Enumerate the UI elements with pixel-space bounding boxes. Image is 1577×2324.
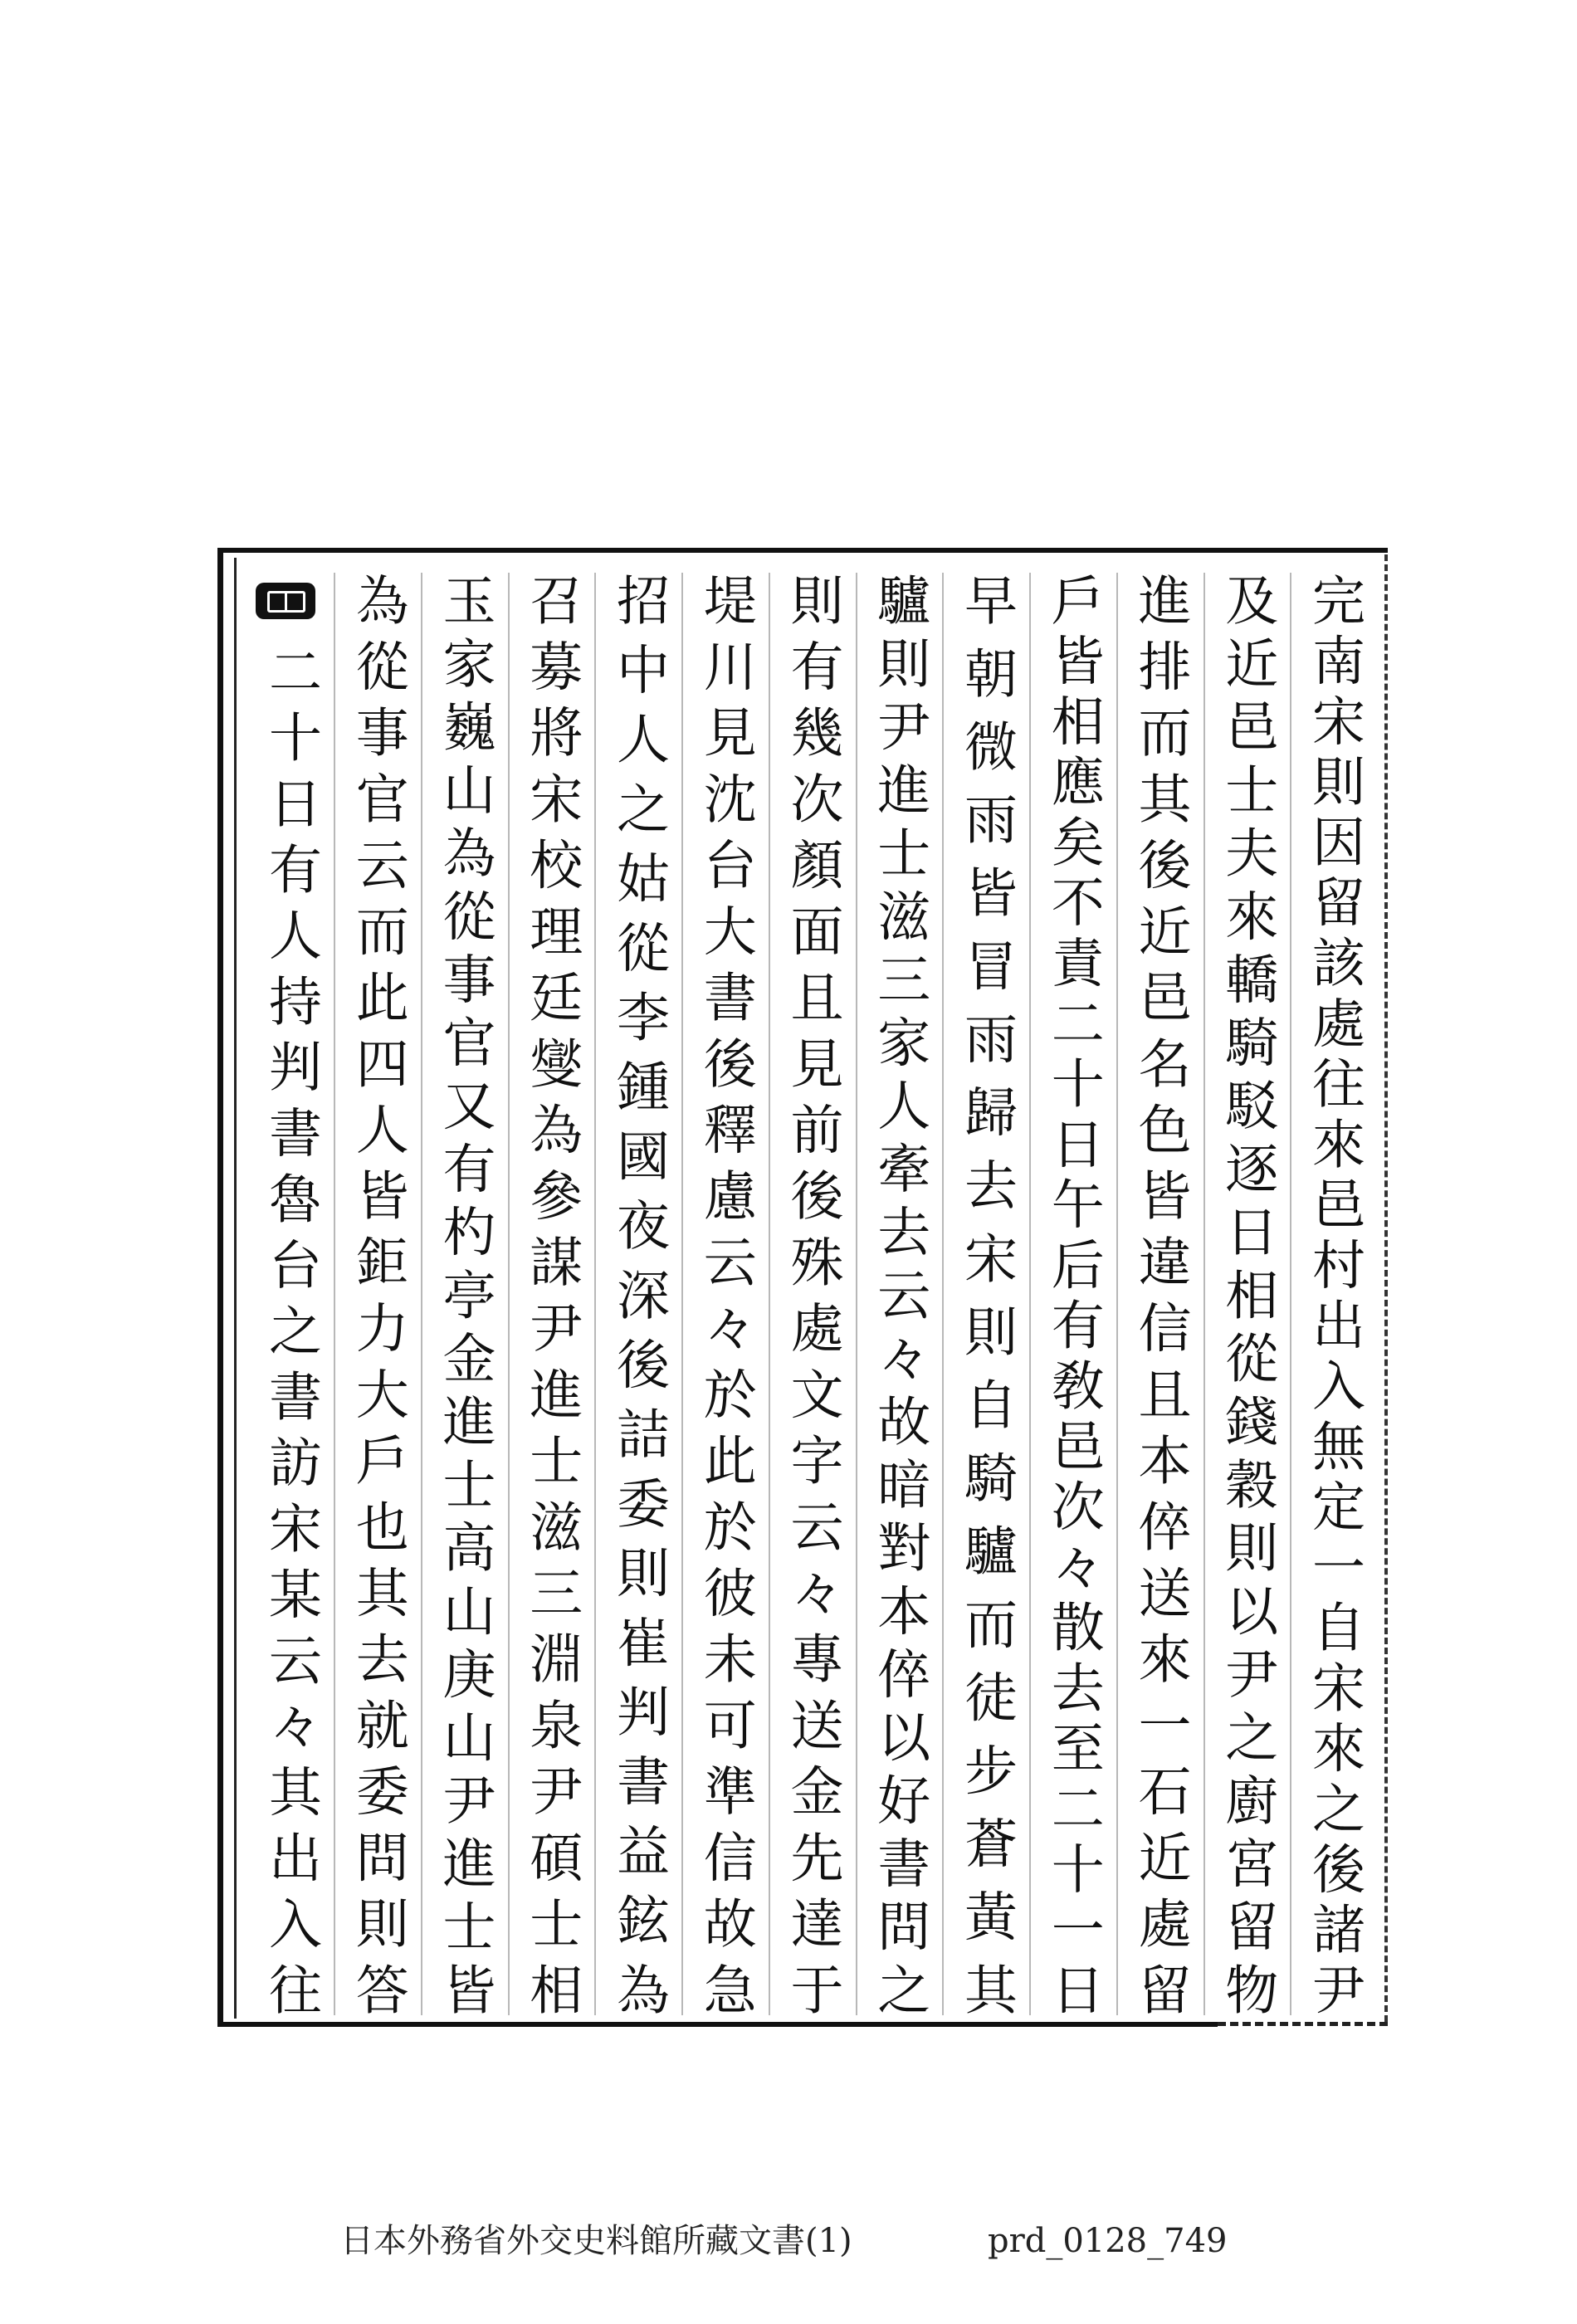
- text-column-2: 及近邑士夫來轎騎駁逐日相從錢穀則以尹之廚宮留物: [1204, 573, 1291, 2015]
- text-column-9: 招中人之姑從李鍾國夜深後詰委則崔判書益鉉為: [594, 573, 681, 2015]
- text-column-3: 進排而其後近邑名色皆違信且本倅送來一石近處留: [1116, 573, 1204, 2015]
- frame-left-outer-border: [217, 548, 223, 2027]
- frame-left-inner-border: [234, 558, 237, 2019]
- manuscript-text-block: [247, 573, 1377, 2015]
- frame-top-border: [217, 548, 1388, 553]
- text-column-4: 戶皆相應矣不責二十日午后有敎邑次々散去至二十一日: [1029, 573, 1116, 2015]
- text-column-7: 則有幾次顏面且見前後殊處文字云々專送金先達于: [769, 573, 856, 2015]
- text-column-8: 堤川見沈台大書後釋慮云々於此於彼未可準信故急: [681, 573, 769, 2015]
- text-column-5: 早朝微雨皆冒雨歸去宋則自騎驢而徒步蒼黃其: [942, 573, 1029, 2015]
- frame-right-dashed-edge: [1384, 554, 1388, 2022]
- frame-bottom-dashed-edge: [1218, 2022, 1388, 2026]
- frame-bottom-border: [217, 2022, 1218, 2027]
- text-column-12: 為從事官云而此四人皆鉅力大戶也其去就委問則答: [334, 573, 421, 2015]
- footer-collection-caption: 日本外務省外交史料館所藏文書(1): [340, 2222, 852, 2260]
- text-column-13: 二十日有人持判書魯台之書訪宋某云々其出入往: [260, 644, 321, 2015]
- text-column-10: 召募將宋校理廷燮為參謀尹進士滋三淵泉尹碩士相: [508, 573, 595, 2015]
- footer-reference-code: prd_0128_749: [988, 2222, 1228, 2260]
- text-column-6: 驢則尹進士滋三家人牽去云々故暗對本倅以好書問之: [856, 573, 943, 2015]
- text-column-11: 玉家巍山為從事官又有杓亭金進士高山庚山尹進士皆: [421, 573, 508, 2015]
- text-column-1: 完南宋則因留該處往來邑村出入無定一自宋來之後諸尹: [1290, 573, 1377, 2015]
